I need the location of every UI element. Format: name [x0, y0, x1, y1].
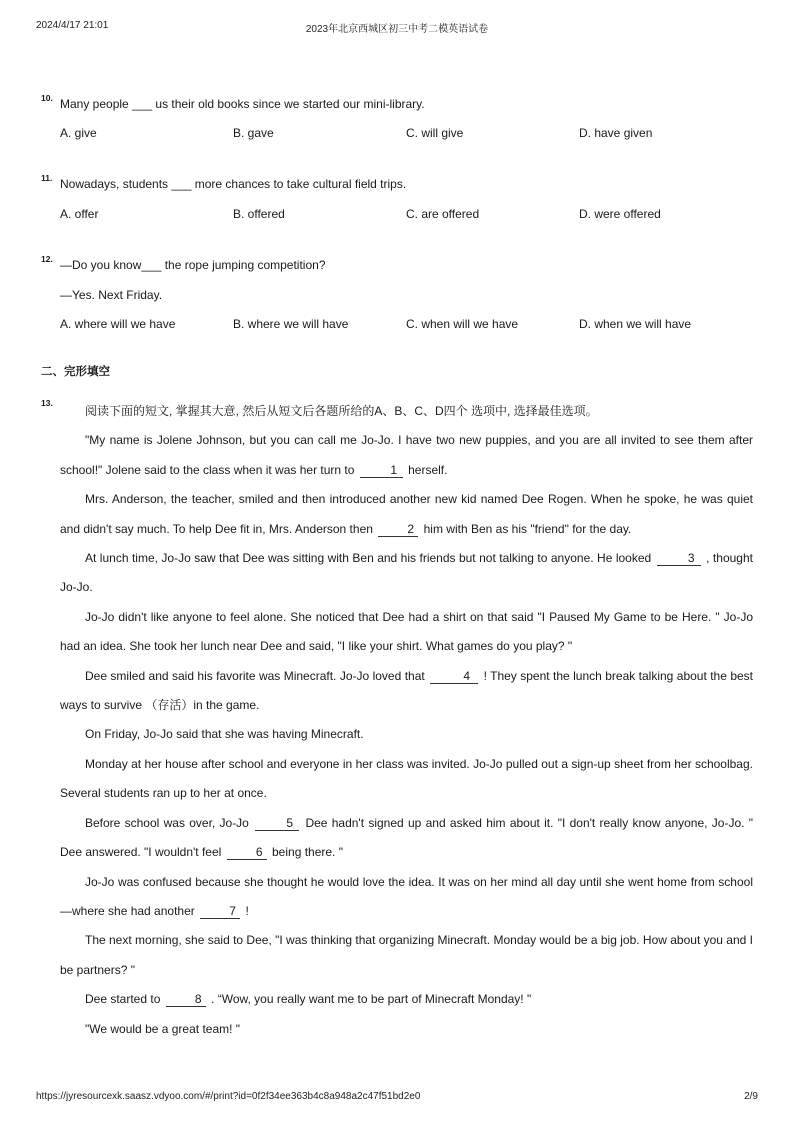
paragraph: At lunch time, Jo-Jo saw that Dee was sitting with Ben and his friends but not talking to anyone. He looked 3 , thought Jo-Jo. [60, 551, 753, 595]
blank-3[interactable]: 3 [657, 552, 701, 566]
option-d[interactable]: D. have given [579, 126, 653, 140]
blank-7[interactable]: 7 [200, 905, 240, 919]
blank-5[interactable]: 5 [255, 817, 299, 831]
option-c[interactable]: C. when will we have [406, 317, 519, 331]
question-number: 13. [41, 398, 53, 408]
paragraph: Jo-Jo didn't like anyone to feel alone. She noticed that Dee had a shirt on that said "I Paused My Game to be Here. " Jo-Jo had an idea. She took her lunch near Dee and said, "I like your shirt. What games do you play? " [60, 609, 753, 654]
option-b[interactable]: B. offered [233, 207, 285, 221]
question-number: 11. [41, 173, 53, 183]
paragraph: Monday at her house after school and everyone in her class was invited. Jo-Jo pulled out a sign-up sheet from her schoolbag. Several students ran up to her at once. [60, 756, 753, 801]
question-number: 12. [41, 254, 53, 264]
option-c[interactable]: C. will give [406, 126, 464, 140]
paragraph: Before school was over, Jo-Jo 5 Dee hadn't signed up and asked him about it. "I don't really know anyone, Jo-Jo. " Dee answered. "I wouldn't feel 6 being there. " [60, 815, 753, 860]
paragraph: Dee started to 8 . “Wow, you really want me to be part of Minecraft Monday! " [85, 992, 532, 1007]
option-a[interactable]: A. give [60, 126, 97, 140]
option-d[interactable]: D. were offered [579, 207, 661, 221]
blank-8[interactable]: 8 [166, 993, 206, 1007]
paragraph: Mrs. Anderson, the teacher, smiled and then introduced another new kid named Dee Rogen. When he spoke, he was quiet and didn't say much. To help Dee fit in, Mrs. Anderson then 2 him with Ben as his "friend" for the day. [60, 492, 753, 536]
paragraph: Jo-Jo was confused because she thought he would love the idea. It was on her mind all day until she went home from school—where she had another 7 ! [60, 874, 753, 918]
blank-6[interactable]: 6 [227, 846, 267, 860]
question-number: 10. [41, 93, 53, 103]
option-a[interactable]: A. where will we have [60, 317, 176, 331]
page-number: 2/9 [744, 1091, 758, 1102]
section-title: 二、完形填空 [41, 366, 110, 378]
print-datetime: 2024/4/17 21:01 [36, 20, 109, 31]
option-a[interactable]: A. offer [60, 207, 99, 221]
cloze-passage [60, 397, 753, 1044]
page-url: https://jyresourcexk.saasz.vdyoo.com/#/print?id=0f2f34ee363b4c8a948a2c47f51bd2e0 [36, 1091, 421, 1102]
document-title: 2023年北京西城区初三中考二模英语试卷 [305, 24, 489, 35]
question-stem: —Do you know___ the rope jumping competition? [60, 258, 326, 272]
paragraph: "My name is Jolene Johnson, but you can call me Jo-Jo. I have two new puppies, and you are all invited to see them after school!" Jolene said to the class when it was her turn to 1 herself. [60, 433, 753, 477]
option-d[interactable]: D. when we will have [579, 317, 692, 331]
paragraph: Dee smiled and said his favorite was Minecraft. Jo-Jo loved that 4 ! They spent the lunch break talking about the best ways to survive （存活）in the game. [60, 668, 754, 713]
question-stem: Many people ___ us their old books since we started our mini-library. [60, 97, 425, 111]
blank-1[interactable]: 1 [360, 464, 403, 478]
paragraph: "We would be a great team! " [85, 1021, 241, 1036]
option-b[interactable]: B. where we will have [233, 317, 349, 331]
option-b[interactable]: B. gave [233, 126, 274, 140]
question-stem: Nowadays, students ___ more chances to take cultural field trips. [60, 177, 407, 191]
question-answer-line: —Yes. Next Friday. [60, 288, 163, 302]
instruction: 阅读下面的短文, 掌握其大意, 然后从短文后各题所给的A、B、C、D四个 选项中, 选择最佳选项。 [85, 404, 598, 418]
paragraph: On Friday, Jo-Jo said that she was having Minecraft. [85, 727, 364, 742]
paragraph: The next morning, she said to Dee, "I was thinking that organizing Minecraft. Monday would be a big job. How about you and I be partners? " [60, 933, 753, 977]
blank-2[interactable]: 2 [378, 523, 418, 537]
option-c[interactable]: C. are offered [406, 207, 480, 221]
blank-4[interactable]: 4 [430, 670, 478, 684]
